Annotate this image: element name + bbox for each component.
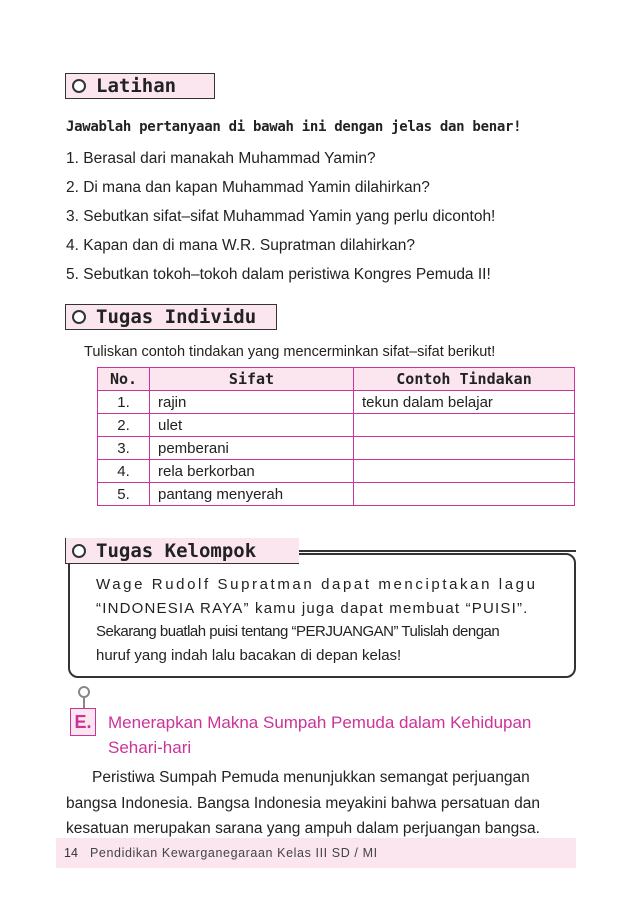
cell-contoh — [354, 414, 575, 437]
circle-bullet-icon — [72, 79, 86, 93]
book-title: Pendidikan Kewarganegaraan Kelas III SD / MI — [90, 846, 378, 860]
cell-sifat: ulet — [150, 414, 354, 437]
cell-no: 2. — [98, 414, 150, 437]
sifat-table — [97, 367, 575, 506]
individu-instruction: Tuliskan contoh tindakan yang mencerminkan sifat–sifat berikut! — [84, 344, 496, 360]
table-row — [98, 437, 575, 460]
question-item: 3. Sebutkan sifat–sifat Muhammad Yamin yang perlu dicontoh! — [66, 208, 496, 225]
page-number: 14 — [64, 846, 78, 860]
individu-header — [65, 304, 277, 330]
cell-sifat: pemberani — [150, 437, 354, 460]
cell-no: 1. — [98, 391, 150, 414]
paragraph-line: Peristiwa Sumpah Pemuda menunjukkan semangat perjuangan — [92, 769, 530, 786]
cell-sifat: pantang menyerah — [150, 483, 354, 506]
kelompok-header — [65, 538, 299, 564]
latihan-title: Latihan — [96, 75, 177, 97]
table-header-row — [98, 368, 575, 391]
table-row — [98, 414, 575, 437]
header-no: No. — [98, 368, 150, 391]
cell-contoh: tekun dalam belajar — [354, 391, 575, 414]
section-e-paragraph — [66, 765, 576, 842]
header-contoh: Contoh Tindakan — [354, 368, 575, 391]
circle-bullet-icon — [72, 544, 86, 558]
kelompok-text — [96, 573, 562, 667]
kelompok-line: Sekarang buatlah puisi tentang “PERJUANGAN” Tulislah dengan — [96, 623, 500, 640]
question-item: 2. Di mana dan kapan Muhammad Yamin dilahirkan? — [66, 179, 430, 196]
paragraph-line: bangsa Indonesia. Bangsa Indonesia meyakini bahwa persatuan dan — [66, 794, 540, 812]
table-row — [98, 391, 575, 414]
kelompok-line: “INDONESIA RAYA” kamu juga dapat membuat “PUISI”. — [96, 599, 529, 617]
cell-sifat: rajin — [150, 391, 354, 414]
latihan-instruction: Jawablah pertanyaan di bawah ini dengan jelas dan benar! — [66, 119, 522, 135]
cell-sifat: rela berkorban — [150, 460, 354, 483]
cell-contoh — [354, 483, 575, 506]
table-row — [98, 460, 575, 483]
kelompok-header-line — [299, 550, 576, 552]
cell-no: 4. — [98, 460, 150, 483]
section-e-badge: E. — [70, 708, 96, 736]
latihan-header — [65, 73, 215, 99]
cell-contoh — [354, 460, 575, 483]
section-e-title: Menerapkan Makna Sumpah Pemuda dalam Kehidupan Sehari-hari — [108, 713, 532, 757]
individu-title: Tugas Individu — [96, 306, 257, 328]
paragraph-line: kesatuan merupakan sarana yang ampuh dalam perjuangan bangsa. — [66, 820, 540, 837]
kelompok-line: Wage Rudolf Supratman dapat menciptakan lagu — [96, 576, 538, 593]
table-row — [98, 483, 575, 506]
question-item: 5. Sebutkan tokoh–tokoh dalam peristiwa Kongres Pemuda II! — [66, 266, 491, 283]
cell-no: 3. — [98, 437, 150, 460]
question-list — [66, 144, 495, 289]
cell-no: 5. — [98, 483, 150, 506]
question-item: 1. Berasal dari manakah Muhammad Yamin? — [66, 150, 376, 167]
question-item: 4. Kapan dan di mana W.R. Supratman dilahirkan? — [66, 237, 415, 254]
header-sifat: Sifat — [150, 368, 354, 391]
cell-contoh — [354, 437, 575, 460]
page-footer — [56, 838, 576, 868]
kelompok-line: huruf yang indah lalu bacakan di depan kelas! — [96, 646, 402, 664]
circle-bullet-icon — [72, 310, 86, 324]
kelompok-title: Tugas Kelompok — [96, 539, 257, 562]
